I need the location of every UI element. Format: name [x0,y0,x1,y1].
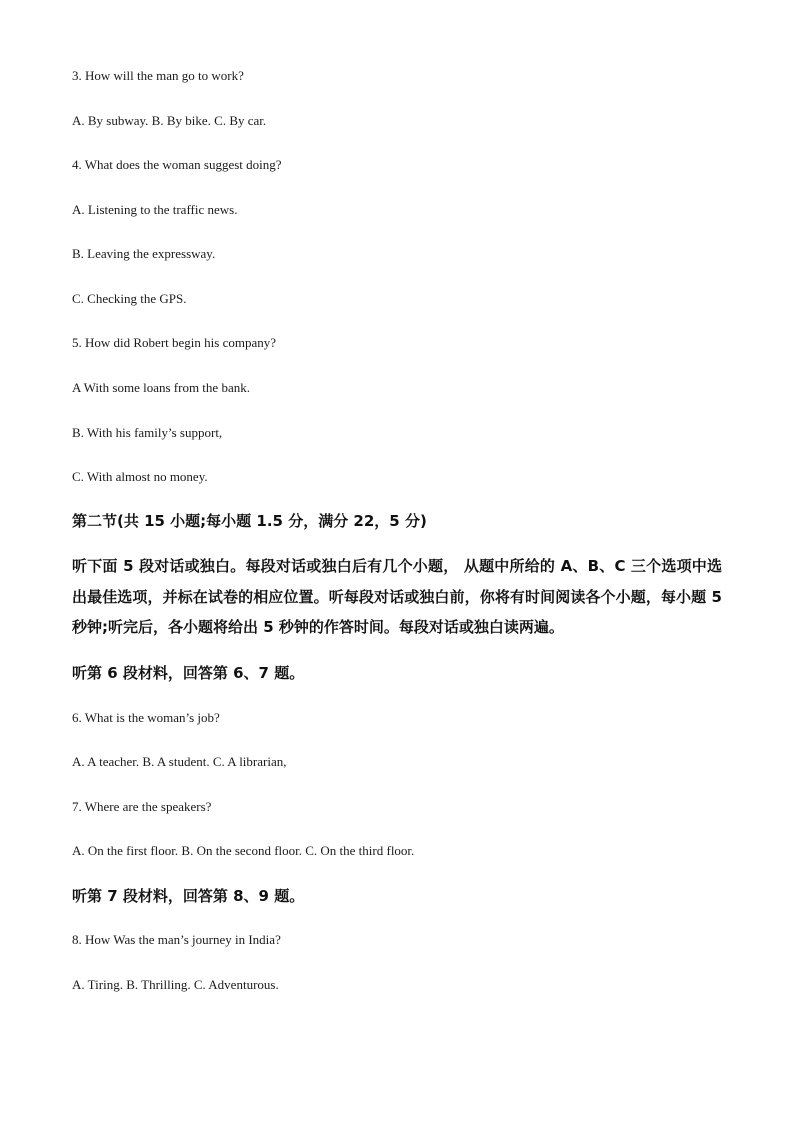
question-3-options: A. By subway. B. By bike. C. By car. [72,113,267,128]
question-4-option-b: B. Leaving the expressway. [72,246,216,261]
question-5-option-c: C. With almost no money. [72,469,208,484]
section-2-title: 第二节(共 15 小题;每小题 1.5 分，满分 22，5 分) [72,512,427,530]
question-8: 8. How Was the man’s journey in India? [72,932,281,947]
question-3: 3. How will the man go to work? [72,68,244,83]
question-8-options: A. Tiring. B. Thrilling. C. Adventurous. [72,977,279,992]
question-5-option-a: A With some loans from the bank. [72,380,250,395]
material-7-heading: 听第 7 段材料，回答第 8、9 题。 [72,887,305,905]
question-4: 4. What does the woman suggest doing? [72,157,282,172]
question-7-options: A. On the first floor. B. On the second floor. C. On the third floor. [72,843,415,858]
question-4-option-a: A. Listening to the traffic news. [72,202,238,217]
question-4-option-c: C. Checking the GPS. [72,291,187,306]
question-5-option-b: B. With his family’s support, [72,425,223,440]
question-6-options: A. A teacher. B. A student. C. A librarian, [72,754,287,769]
question-5: 5. How did Robert begin his company? [72,335,276,350]
question-7: 7. Where are the speakers? [72,799,212,814]
section-2-instructions: 听下面 5 段对话或独白。每段对话或独白后有几个小题， 从题中所给的 A、B、C 三个选项中选出最佳选项，并标在试卷的相应位置。听每段对话或独白前，你将有时间阅读各个小题，每小题 5 秒钟;听完后，各小题将给出 5 秒钟的作答时间。每段对话或独白读两遍。 [72,557,722,636]
question-6: 6. What is the woman’s job? [72,710,220,725]
material-6-heading: 听第 6 段材料，回答第 6、7 题。 [72,664,305,682]
